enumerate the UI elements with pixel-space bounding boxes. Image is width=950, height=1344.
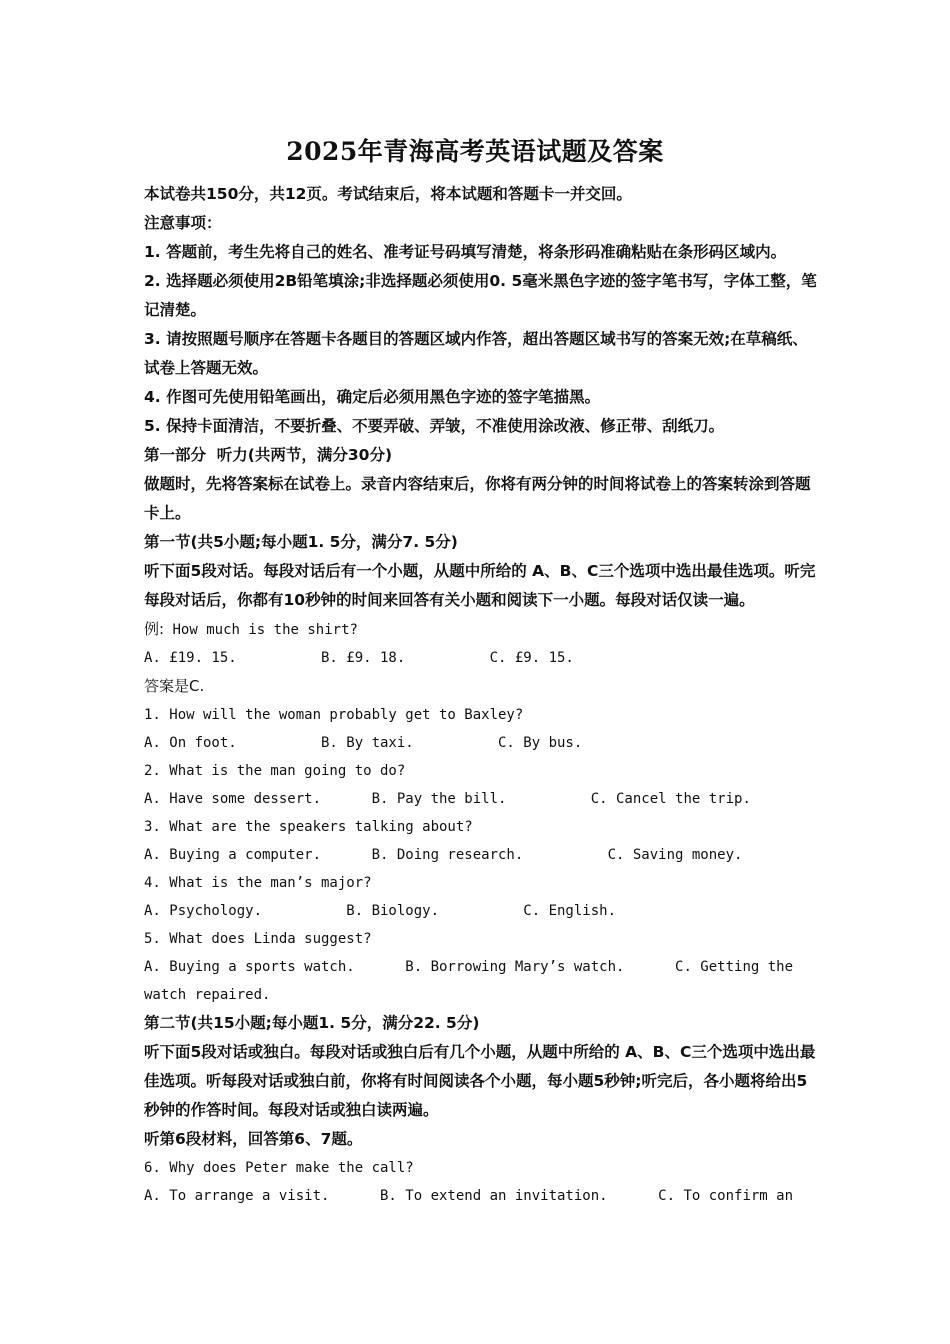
notice-item-3: 3. 请按照题号顺序在答题卡各题目的答题区域内作答，超出答题区域书写的答案无效;在草稿纸、试卷上答题无效。 xyxy=(144,330,808,377)
document-body xyxy=(144,180,819,1210)
page-title: 2025年青海高考英语试题及答案 xyxy=(286,137,664,166)
example-question-text: How much is the shirt? xyxy=(164,622,358,638)
question-1: 1. How will the woman probably get to Baxley? xyxy=(144,707,524,723)
question-6: 6. Why does Peter make the call? xyxy=(144,1160,414,1176)
notice-item-5: 5. 保持卡面清洁，不要折叠、不要弄破、弄皱，不准使用涂改液、修正带、刮纸刀。 xyxy=(144,417,725,435)
question-5: 5. What does Linda suggest? xyxy=(144,931,372,947)
section1-heading: 第一节(共5小题;每小题1. 5分，满分7. 5分) xyxy=(144,533,458,551)
example-answer xyxy=(144,672,819,701)
question-2-options: A. Have some dessert. B. Pay the bill. C. Cancel the trip. xyxy=(144,791,751,807)
question-6-options: A. To arrange a visit. B. To extend an invitation. C. To confirm an xyxy=(144,1188,794,1204)
example-options: A. £19. 15. B. £9. 18. C. £9. 15. xyxy=(144,650,574,666)
question-2: 2. What is the man going to do? xyxy=(144,763,406,779)
section1-instruction: 听下面5段对话。每段对话后有一个小题，从题中所给的 A、B、C三个选项中选出最佳选项。听完每段对话后，你都有10秒钟的时间来回答有关小题和阅读下一小题。每段对话仅读一遍。 xyxy=(144,562,816,609)
question-1-options: A. On foot. B. By taxi. C. By bus. xyxy=(144,735,583,751)
notice-item-1: 1. 答题前，考生先将自己的姓名、准考证号码填写清楚，将条形码准确粘贴在条形码区域内。 xyxy=(144,243,787,261)
example-prefix: 例: xyxy=(144,620,165,638)
question-3: 3. What are the speakers talking about? xyxy=(144,819,473,835)
example-question xyxy=(144,615,819,644)
question-4-options: A. Psychology. B. Biology. C. English. xyxy=(144,903,617,919)
intro-text: 本试卷共150分，共12页。考试结束后，将本试题和答题卡一并交回。 xyxy=(144,185,632,203)
section2-heading: 第二节(共15小题;每小题1. 5分，满分22. 5分) xyxy=(144,1014,480,1032)
notice-heading: 注意事项： xyxy=(144,214,222,232)
question-3-options: A. Buying a computer. B. Doing research. C. Saving money. xyxy=(144,847,743,863)
notice-item-4: 4. 作图可先使用铅笔画出，确定后必须用黑色字迹的签字笔描黑。 xyxy=(144,388,601,406)
question-4: 4. What is the man’s major? xyxy=(144,875,372,891)
question-5-options: A. Buying a sports watch. B. Borrowing Mary’s watch. C. Getting the watch repaired. xyxy=(144,959,802,1003)
notice-item-2: 2. 选择题必须使用2B铅笔填涂;非选择题必须使用0. 5毫米黑色字迹的签字笔书写，字体工整，笔记清楚。 xyxy=(144,272,817,319)
section2-instruction: 听下面5段对话或独白。每段对话或独白后有几个小题，从题中所给的 A、B、C三个选项中选出最佳选项。听每段对话或独白前，你将有时间阅读各个小题，每小题5秒钟;听完后，各小题将给出5秒钟的作答时间。每段对话或独白读两遍。 xyxy=(144,1043,816,1119)
example-answer-text: 答案是C. xyxy=(144,677,205,695)
material6-heading: 听第6段材料，回答第6、7题。 xyxy=(144,1130,363,1148)
part1-heading: 第一部分 听力(共两节，满分30分) xyxy=(144,446,393,464)
part1-instruction: 做题时，先将答案标在试卷上。录音内容结束后，你将有两分钟的时间将试卷上的答案转涂到答题卡上。 xyxy=(144,475,811,522)
